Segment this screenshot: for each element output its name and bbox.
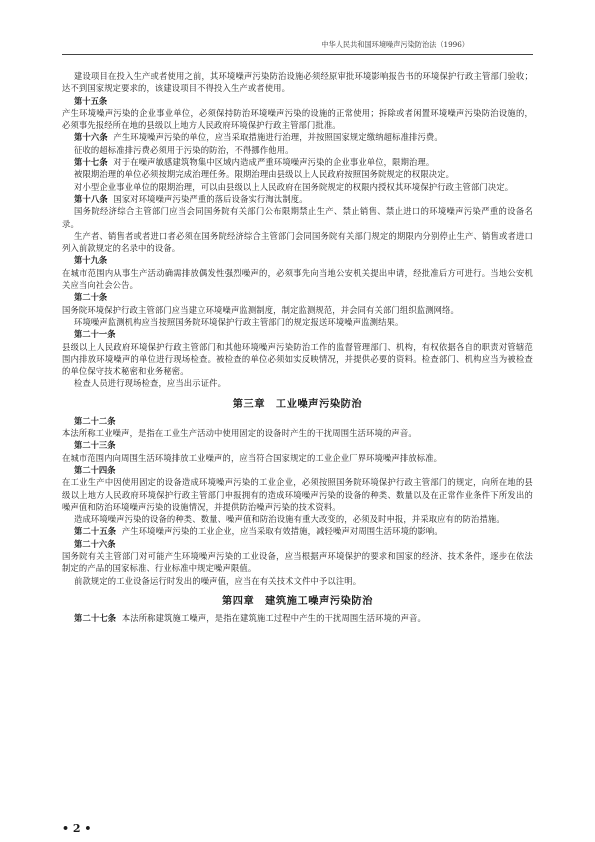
article-heading: 第十九条 (74, 255, 108, 266)
paragraph: 国务院经济综合主管部门应当会同国务院有关部门公布限期禁止生产、禁止销售、禁止进口的环境噪声污染严重的设备名录。 (62, 206, 533, 229)
article-text: 国家对环境噪声污染严重的落后设备实行淘汰制度。 (113, 193, 308, 204)
paragraph: 环境噪声监测机构应当按照国务院环境保护行政主管部门的规定报送环境噪声监测结果。 (74, 316, 404, 327)
paragraph: 在城市范围内从事生产活动确需排放偶发性强烈噪声的，必须事先向当地公安机关提出申请，经批准后方可进行。当地公安机关应当向社会公告。 (62, 267, 533, 291)
article-paragraph (62, 193, 533, 205)
article-heading: 第二十六条 (74, 538, 116, 549)
article-heading: 第二十一条 (74, 329, 116, 340)
article-number: 第二十七条 (74, 612, 117, 623)
paragraph: 在城市范围内向周围生活环境排放工业噪声的，应当符合国家规定的工业企业厂界环境噪声排放标准。 (62, 452, 443, 463)
article-heading: 第二十三条 (74, 440, 116, 451)
article-heading: 第二十四条 (74, 464, 116, 475)
paragraph: 生产者、销售者或者进口者必须在国务院经济综合主管部门会同国务院有关部门规定的期限内分别停止生产、销售或者进口列入前款规定的名录中的设备。 (62, 230, 533, 254)
article-heading: 第十五条 (74, 95, 108, 106)
paragraph: 国务院环境保护行政主管部门应当建立环境噪声监测制度，制定监测规范，并会同有关部门组织监测网络。 (62, 304, 460, 315)
article-text: 本法所称建筑施工噪声，是指在建筑施工过程中产生的干扰周围生活环境的声音。 (121, 612, 426, 623)
paragraph: 本法所称工业噪声，是指在工业生产活动中使用固定的设备时产生的干扰周围生活环境的声音。 (62, 428, 417, 439)
chapter-heading: 第四章 建筑施工噪声污染防治 (221, 594, 374, 607)
article-paragraph (62, 612, 533, 624)
paragraph: 在工业生产中因使用固定的设备造成环境噪声污染的工业企业，必须按照国务院环境保护行政主管部门的规定，向所在地的县级以上地方人民政府环境保护行政主管部门申报拥有的造成环境噪声污染的设备的种类、数量以及在正常作业条件下所发出的噪声值和防治环境噪声污染的设施情况，并提供防治噪声污染的技术资料。 (62, 477, 533, 512)
article-text: 产生环境噪声污染的工业企业，应当采取有效措施，减轻噪声对周围生活环境的影响。 (121, 526, 443, 537)
paragraph: 前款规定的工业设备运行时发出的噪声值，应当在有关技术文件中予以注明。 (74, 575, 362, 586)
article-number: 第十六条 (74, 132, 108, 143)
paragraph: 被限期治理的单位必须按期完成治理任务。限期治理由县级以上人民政府按照国务院规定的权限决定。 (74, 169, 455, 180)
running-header (62, 39, 533, 55)
header-title: 中华人民共和国环境噪声污染防治法（1996） (321, 40, 469, 49)
paragraph: 县级以上人民政府环境保护行政主管部门和其他环境噪声污染防治工作的监督管理部门、机构，有权依据各自的职责对管辖范围内排放环境噪声的单位进行现场检查。被检查的单位必须如实反映情况，并提供必要的资料。检查部门、机构应当为被检查的单位保守技术秘密和业务秘密。 (62, 341, 533, 377)
article-number: 第十八条 (74, 193, 108, 204)
paragraph: 建设项目在投入生产或者使用之前，其环境噪声污染防治设施必须经原审批环境影响报告书的环境保护行政主管部门验收；达不到国家规定要求的，该建设项目不得投入生产或者使用。 (62, 71, 533, 94)
paragraph: 检查人员进行现场检查，应当出示证件。 (74, 378, 227, 389)
article-heading: 第二十条 (74, 292, 108, 303)
paragraph: 产生环境噪声污染的企业事业单位，必须保持防治环境噪声污染的设施的正常使用；拆除或者闲置环境噪声污染防治设施的，必须事先报经所在地的县级以上地方人民政府环境保护行政主管部门批准。 (62, 107, 533, 131)
article-number: 第十七条 (74, 157, 108, 168)
article-number: 第二十五条 (74, 526, 117, 537)
paragraph: 造成环境噪声污染的设备的种类、数量、噪声值和防治设施有重大改变的，必须及时申报，并采取应有的防治措施。 (74, 514, 505, 525)
paragraph: 征收的超标准排污费必须用于污染的防治，不得挪作他用。 (74, 144, 294, 155)
article-heading: 第二十二条 (74, 415, 116, 426)
paragraph: 对小型企业事业单位的限期治理，可以由县级以上人民政府在国务院规定的权限内授权其环境保护行政主管部门决定。 (74, 181, 514, 192)
page-number: • 2 • (62, 822, 92, 835)
article-paragraph (62, 156, 533, 168)
article-paragraph (62, 131, 533, 143)
chapter-heading: 第三章 工业噪声污染防治 (232, 397, 363, 410)
article-text: 产生环境噪声污染的单位，应当采取措施进行治理，并按照国家规定缴纳超标准排污费。 (113, 132, 443, 143)
article-paragraph (62, 525, 533, 537)
paragraph: 国务院有关主管部门对可能产生环境噪声污染的工业设备，应当根据声环境保护的要求和国家的经济、技术条件，逐步在依法制定的产品的国家标准、行业标准中规定噪声限值。 (62, 550, 533, 574)
article-text: 对于在噪声敏感建筑物集中区域内造成严重环境噪声污染的企业事业单位，限期治理。 (113, 157, 435, 168)
page-body (62, 70, 533, 624)
